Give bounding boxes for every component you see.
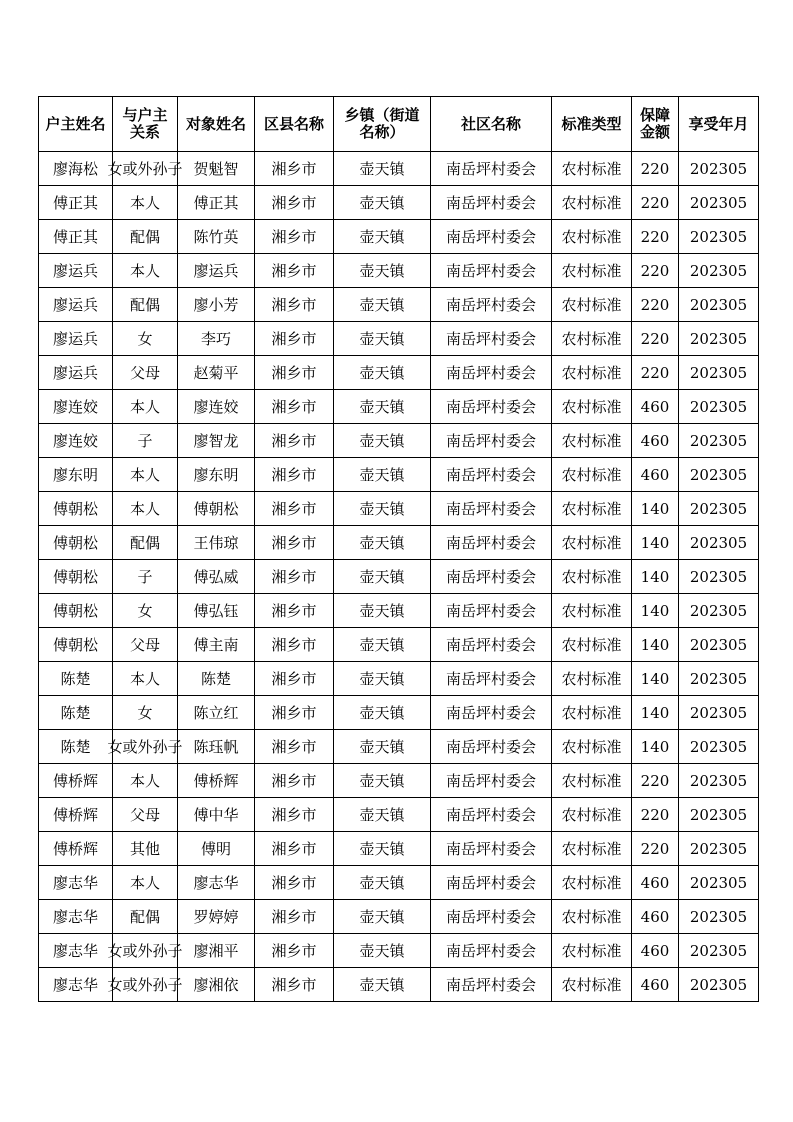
county-cell: 湘乡市 — [255, 152, 334, 186]
town-cell: 壶天镇 — [334, 662, 431, 696]
county-cell: 湘乡市 — [255, 968, 334, 1002]
standard-type-cell: 农村标准 — [552, 254, 632, 288]
county-cell: 湘乡市 — [255, 254, 334, 288]
relation-text: 本人 — [129, 398, 160, 416]
town-cell: 壶天镇 — [334, 186, 431, 220]
community-cell: 南岳坪村委会 — [431, 152, 552, 186]
amount-cell: 220 — [632, 220, 679, 254]
amount-cell: 220 — [632, 764, 679, 798]
relation-text: 本人 — [129, 500, 160, 518]
table-row — [39, 730, 759, 764]
header-amount: 保障金额 — [632, 97, 679, 152]
community-cell: 南岳坪村委会 — [431, 594, 552, 628]
period-cell: 202305 — [679, 900, 759, 934]
standard-type-cell: 农村标准 — [552, 832, 632, 866]
relation-cell — [113, 458, 178, 492]
table-row — [39, 322, 759, 356]
period-cell: 202305 — [679, 288, 759, 322]
county-cell: 湘乡市 — [255, 356, 334, 390]
relation-cell — [113, 220, 178, 254]
standard-type-cell: 农村标准 — [552, 220, 632, 254]
subject-name-cell: 王伟琼 — [178, 526, 255, 560]
subject-name-cell: 傅正其 — [178, 186, 255, 220]
county-cell: 湘乡市 — [255, 866, 334, 900]
subject-name-cell: 贺魁智 — [178, 152, 255, 186]
community-cell: 南岳坪村委会 — [431, 900, 552, 934]
town-cell: 壶天镇 — [334, 594, 431, 628]
period-cell: 202305 — [679, 628, 759, 662]
town-cell: 壶天镇 — [334, 866, 431, 900]
county-cell: 湘乡市 — [255, 832, 334, 866]
householder-cell: 陈楚 — [39, 730, 113, 764]
relation-cell — [113, 390, 178, 424]
relation-text: 父母 — [129, 806, 160, 824]
standard-type-cell: 农村标准 — [552, 526, 632, 560]
town-cell: 壶天镇 — [334, 696, 431, 730]
community-cell: 南岳坪村委会 — [431, 424, 552, 458]
county-cell: 湘乡市 — [255, 764, 334, 798]
relation-text: 女 — [137, 330, 153, 348]
county-cell: 湘乡市 — [255, 730, 334, 764]
standard-type-cell: 农村标准 — [552, 934, 632, 968]
town-cell: 壶天镇 — [334, 424, 431, 458]
town-cell: 壶天镇 — [334, 900, 431, 934]
community-cell: 南岳坪村委会 — [431, 356, 552, 390]
amount-cell: 140 — [632, 730, 679, 764]
householder-cell: 傅正其 — [39, 220, 113, 254]
amount-cell: 140 — [632, 594, 679, 628]
subject-name-cell: 廖东明 — [178, 458, 255, 492]
header-period: 享受年月 — [679, 97, 759, 152]
subject-name-cell: 傅中华 — [178, 798, 255, 832]
header-householder: 户主姓名 — [39, 97, 113, 152]
subject-name-cell: 廖运兵 — [178, 254, 255, 288]
county-cell: 湘乡市 — [255, 628, 334, 662]
amount-cell: 220 — [632, 152, 679, 186]
table-row — [39, 458, 759, 492]
amount-cell: 220 — [632, 186, 679, 220]
subject-name-cell: 李巧 — [178, 322, 255, 356]
period-cell: 202305 — [679, 458, 759, 492]
householder-cell: 廖运兵 — [39, 288, 113, 322]
amount-cell: 460 — [632, 390, 679, 424]
relation-cell — [113, 424, 178, 458]
table-row — [39, 186, 759, 220]
relation-cell — [113, 288, 178, 322]
householder-cell: 傅朝松 — [39, 628, 113, 662]
community-cell: 南岳坪村委会 — [431, 220, 552, 254]
community-cell: 南岳坪村委会 — [431, 730, 552, 764]
county-cell: 湘乡市 — [255, 424, 334, 458]
amount-cell: 140 — [632, 662, 679, 696]
relation-text: 配偶 — [129, 908, 160, 926]
table-row — [39, 696, 759, 730]
county-cell: 湘乡市 — [255, 458, 334, 492]
relation-text: 女或外孙子 — [107, 738, 183, 756]
householder-cell: 傅朝松 — [39, 492, 113, 526]
table-row — [39, 764, 759, 798]
subject-name-cell: 廖连姣 — [178, 390, 255, 424]
relation-text: 父母 — [129, 636, 160, 654]
standard-type-cell: 农村标准 — [552, 152, 632, 186]
relation-cell — [113, 254, 178, 288]
county-cell: 湘乡市 — [255, 492, 334, 526]
period-cell: 202305 — [679, 934, 759, 968]
relation-cell — [107, 730, 183, 764]
period-cell: 202305 — [679, 492, 759, 526]
householder-cell: 廖志华 — [39, 900, 113, 934]
relation-cell — [113, 356, 178, 390]
county-cell: 湘乡市 — [255, 220, 334, 254]
householder-cell: 廖连姣 — [39, 390, 113, 424]
relation-cell — [113, 662, 178, 696]
amount-cell: 460 — [632, 866, 679, 900]
amount-cell: 140 — [632, 696, 679, 730]
community-cell: 南岳坪村委会 — [431, 458, 552, 492]
householder-cell: 傅朝松 — [39, 560, 113, 594]
householder-cell: 廖东明 — [39, 458, 113, 492]
amount-cell: 220 — [632, 798, 679, 832]
relation-text: 配偶 — [129, 228, 160, 246]
relation-text: 女或外孙子 — [107, 160, 183, 178]
relation-text: 子 — [137, 568, 153, 586]
community-cell: 南岳坪村委会 — [431, 186, 552, 220]
relation-text: 配偶 — [129, 296, 160, 314]
table-row — [39, 526, 759, 560]
relation-text: 父母 — [129, 364, 160, 382]
table-row — [39, 594, 759, 628]
relation-cell — [113, 322, 178, 356]
table-row — [39, 866, 759, 900]
town-cell: 壶天镇 — [334, 254, 431, 288]
table-body — [39, 152, 759, 1002]
header-county: 区县名称 — [255, 97, 334, 152]
relation-cell — [113, 900, 178, 934]
standard-type-cell: 农村标准 — [552, 866, 632, 900]
table-row — [39, 662, 759, 696]
relation-text: 本人 — [129, 772, 160, 790]
town-cell: 壶天镇 — [334, 322, 431, 356]
standard-type-cell: 农村标准 — [552, 968, 632, 1002]
table-row — [39, 492, 759, 526]
county-cell: 湘乡市 — [255, 900, 334, 934]
table-row — [39, 832, 759, 866]
standard-type-cell: 农村标准 — [552, 764, 632, 798]
relation-text: 女 — [137, 704, 153, 722]
subject-name-cell: 傅朝松 — [178, 492, 255, 526]
amount-cell: 140 — [632, 526, 679, 560]
town-cell: 壶天镇 — [334, 730, 431, 764]
community-cell: 南岳坪村委会 — [431, 288, 552, 322]
relation-cell — [113, 866, 178, 900]
standard-type-cell: 农村标准 — [552, 186, 632, 220]
town-cell: 壶天镇 — [334, 390, 431, 424]
subject-name-cell: 廖湘平 — [178, 934, 255, 968]
period-cell: 202305 — [679, 152, 759, 186]
standard-type-cell: 农村标准 — [552, 424, 632, 458]
town-cell: 壶天镇 — [334, 798, 431, 832]
amount-cell: 460 — [632, 424, 679, 458]
householder-cell: 傅朝松 — [39, 594, 113, 628]
period-cell: 202305 — [679, 254, 759, 288]
county-cell: 湘乡市 — [255, 662, 334, 696]
relation-text: 女 — [137, 602, 153, 620]
amount-cell: 460 — [632, 900, 679, 934]
relation-text: 其他 — [129, 840, 160, 858]
period-cell: 202305 — [679, 390, 759, 424]
county-cell: 湘乡市 — [255, 934, 334, 968]
community-cell: 南岳坪村委会 — [431, 254, 552, 288]
householder-cell: 廖志华 — [39, 934, 113, 968]
householder-cell: 傅正其 — [39, 186, 113, 220]
community-cell: 南岳坪村委会 — [431, 526, 552, 560]
standard-type-cell: 农村标准 — [552, 458, 632, 492]
county-cell: 湘乡市 — [255, 594, 334, 628]
header-standard: 标准类型 — [552, 97, 632, 152]
community-cell: 南岳坪村委会 — [431, 696, 552, 730]
amount-cell: 220 — [632, 356, 679, 390]
householder-cell: 傅桥辉 — [39, 832, 113, 866]
header-subject: 对象姓名 — [178, 97, 255, 152]
period-cell: 202305 — [679, 526, 759, 560]
relation-cell — [113, 832, 178, 866]
county-cell: 湘乡市 — [255, 696, 334, 730]
town-cell: 壶天镇 — [334, 628, 431, 662]
relation-cell — [113, 560, 178, 594]
householder-cell: 傅朝松 — [39, 526, 113, 560]
period-cell: 202305 — [679, 696, 759, 730]
table-row — [39, 254, 759, 288]
county-cell: 湘乡市 — [255, 526, 334, 560]
period-cell: 202305 — [679, 662, 759, 696]
table-row — [39, 152, 759, 186]
standard-type-cell: 农村标准 — [552, 798, 632, 832]
subject-name-cell: 傅弘钰 — [178, 594, 255, 628]
householder-cell: 廖海松 — [39, 152, 113, 186]
standard-type-cell: 农村标准 — [552, 696, 632, 730]
householder-cell: 廖运兵 — [39, 254, 113, 288]
standard-type-cell: 农村标准 — [552, 288, 632, 322]
relation-text: 女或外孙子 — [107, 942, 183, 960]
community-cell: 南岳坪村委会 — [431, 934, 552, 968]
period-cell: 202305 — [679, 730, 759, 764]
subject-name-cell: 傅主南 — [178, 628, 255, 662]
relation-cell — [107, 934, 183, 968]
community-cell: 南岳坪村委会 — [431, 764, 552, 798]
standard-type-cell: 农村标准 — [552, 356, 632, 390]
county-cell: 湘乡市 — [255, 560, 334, 594]
period-cell: 202305 — [679, 356, 759, 390]
community-cell: 南岳坪村委会 — [431, 492, 552, 526]
period-cell: 202305 — [679, 866, 759, 900]
relation-text: 女或外孙子 — [107, 976, 183, 994]
period-cell: 202305 — [679, 594, 759, 628]
town-cell: 壶天镇 — [334, 968, 431, 1002]
period-cell: 202305 — [679, 186, 759, 220]
amount-cell: 460 — [632, 458, 679, 492]
householder-cell: 廖志华 — [39, 866, 113, 900]
period-cell: 202305 — [679, 832, 759, 866]
householder-cell: 陈楚 — [39, 662, 113, 696]
subject-name-cell: 廖志华 — [178, 866, 255, 900]
community-cell: 南岳坪村委会 — [431, 866, 552, 900]
table-row — [39, 356, 759, 390]
relation-text: 本人 — [129, 670, 160, 688]
subject-name-cell: 傅桥辉 — [178, 764, 255, 798]
town-cell: 壶天镇 — [334, 288, 431, 322]
amount-cell: 220 — [632, 322, 679, 356]
relation-text: 本人 — [129, 466, 160, 484]
relation-cell — [113, 186, 178, 220]
subject-name-cell: 陈珏帆 — [178, 730, 255, 764]
town-cell: 壶天镇 — [334, 356, 431, 390]
community-cell: 南岳坪村委会 — [431, 968, 552, 1002]
householder-cell: 廖连姣 — [39, 424, 113, 458]
table-row — [39, 934, 759, 968]
county-cell: 湘乡市 — [255, 186, 334, 220]
table-row — [39, 560, 759, 594]
community-cell: 南岳坪村委会 — [431, 390, 552, 424]
relation-cell — [113, 628, 178, 662]
amount-cell: 140 — [632, 628, 679, 662]
period-cell: 202305 — [679, 220, 759, 254]
standard-type-cell: 农村标准 — [552, 492, 632, 526]
amount-cell: 460 — [632, 968, 679, 1002]
table-row — [39, 798, 759, 832]
assistance-roster-table — [38, 96, 759, 1002]
householder-cell: 廖运兵 — [39, 322, 113, 356]
standard-type-cell: 农村标准 — [552, 900, 632, 934]
subject-name-cell: 赵菊平 — [178, 356, 255, 390]
period-cell: 202305 — [679, 798, 759, 832]
relation-cell — [107, 968, 183, 1002]
town-cell: 壶天镇 — [334, 526, 431, 560]
period-cell: 202305 — [679, 424, 759, 458]
table-header — [39, 97, 759, 152]
relation-text: 配偶 — [129, 534, 160, 552]
period-cell: 202305 — [679, 968, 759, 1002]
householder-cell: 傅桥辉 — [39, 764, 113, 798]
header-row — [39, 97, 759, 152]
community-cell: 南岳坪村委会 — [431, 560, 552, 594]
relation-cell — [113, 492, 178, 526]
subject-name-cell: 傅弘威 — [178, 560, 255, 594]
relation-cell — [113, 696, 178, 730]
subject-name-cell: 陈竹英 — [178, 220, 255, 254]
community-cell: 南岳坪村委会 — [431, 798, 552, 832]
standard-type-cell: 农村标准 — [552, 390, 632, 424]
relation-cell — [107, 152, 183, 186]
town-cell: 壶天镇 — [334, 560, 431, 594]
header-relation: 与户主关系 — [113, 97, 178, 152]
amount-cell: 220 — [632, 832, 679, 866]
relation-text: 本人 — [129, 194, 160, 212]
table-row — [39, 424, 759, 458]
table-row — [39, 220, 759, 254]
standard-type-cell: 农村标准 — [552, 322, 632, 356]
standard-type-cell: 农村标准 — [552, 594, 632, 628]
community-cell: 南岳坪村委会 — [431, 322, 552, 356]
period-cell: 202305 — [679, 764, 759, 798]
community-cell: 南岳坪村委会 — [431, 662, 552, 696]
county-cell: 湘乡市 — [255, 390, 334, 424]
period-cell: 202305 — [679, 560, 759, 594]
subject-name-cell: 陈楚 — [178, 662, 255, 696]
header-community: 社区名称 — [431, 97, 552, 152]
community-cell: 南岳坪村委会 — [431, 832, 552, 866]
town-cell: 壶天镇 — [334, 220, 431, 254]
town-cell: 壶天镇 — [334, 934, 431, 968]
subject-name-cell: 廖智龙 — [178, 424, 255, 458]
table-row — [39, 900, 759, 934]
header-town: 乡镇（街道名称） — [334, 97, 431, 152]
relation-text: 本人 — [129, 874, 160, 892]
subject-name-cell: 陈立红 — [178, 696, 255, 730]
standard-type-cell: 农村标准 — [552, 662, 632, 696]
householder-cell: 廖运兵 — [39, 356, 113, 390]
amount-cell: 140 — [632, 492, 679, 526]
standard-type-cell: 农村标准 — [552, 730, 632, 764]
county-cell: 湘乡市 — [255, 798, 334, 832]
householder-cell: 陈楚 — [39, 696, 113, 730]
householder-cell: 廖志华 — [39, 968, 113, 1002]
table-row — [39, 968, 759, 1002]
standard-type-cell: 农村标准 — [552, 628, 632, 662]
relation-cell — [113, 798, 178, 832]
town-cell: 壶天镇 — [334, 152, 431, 186]
amount-cell: 220 — [632, 288, 679, 322]
relation-cell — [113, 594, 178, 628]
town-cell: 壶天镇 — [334, 832, 431, 866]
amount-cell: 220 — [632, 254, 679, 288]
period-cell: 202305 — [679, 322, 759, 356]
town-cell: 壶天镇 — [334, 458, 431, 492]
community-cell: 南岳坪村委会 — [431, 628, 552, 662]
subject-name-cell: 傅明 — [178, 832, 255, 866]
county-cell: 湘乡市 — [255, 322, 334, 356]
town-cell: 壶天镇 — [334, 492, 431, 526]
subject-name-cell: 廖湘依 — [178, 968, 255, 1002]
standard-type-cell: 农村标准 — [552, 560, 632, 594]
relation-text: 本人 — [129, 262, 160, 280]
relation-cell — [113, 526, 178, 560]
relation-text: 子 — [137, 432, 153, 450]
table-row — [39, 628, 759, 662]
relation-cell — [113, 764, 178, 798]
county-cell: 湘乡市 — [255, 288, 334, 322]
table-row — [39, 390, 759, 424]
table-row — [39, 288, 759, 322]
amount-cell: 460 — [632, 934, 679, 968]
householder-cell: 傅桥辉 — [39, 798, 113, 832]
subject-name-cell: 罗婷婷 — [178, 900, 255, 934]
town-cell: 壶天镇 — [334, 764, 431, 798]
amount-cell: 140 — [632, 560, 679, 594]
subject-name-cell: 廖小芳 — [178, 288, 255, 322]
